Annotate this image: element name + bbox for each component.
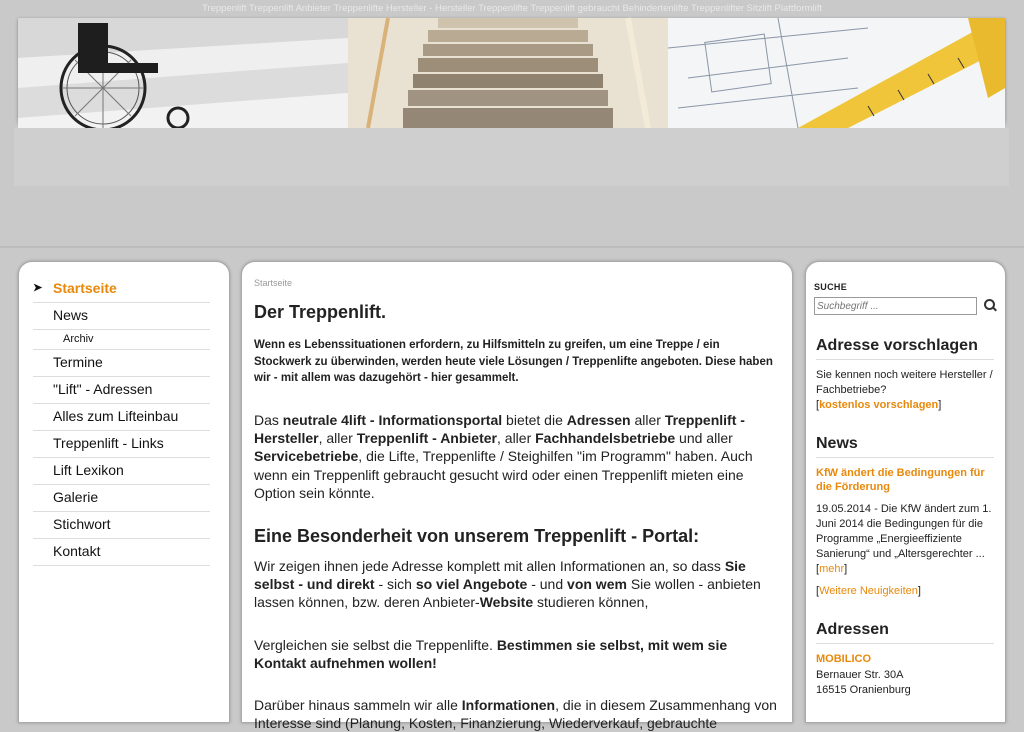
text-segment: Treppenlift - Hersteller [254, 412, 745, 447]
address-street: Bernauer Str. 30A [816, 669, 904, 682]
text-segment: bietet die [502, 412, 567, 429]
text-segment: Informationen [461, 696, 556, 713]
text-segment: Adressen [566, 412, 631, 429]
news-item-text: 19.05.2014 - Die KfW ändert zum 1. Juni 2014 die Bedingungen für die Programme „Energieeffiziente Sanierung“ und „Altersgerechter ... [mehr] [816, 503, 992, 575]
nav-label: Galerie [53, 489, 99, 505]
nav-link[interactable] [33, 276, 210, 302]
nav-label: News [53, 307, 89, 323]
nav-link[interactable] [33, 350, 210, 376]
header-keywords: Treppenlift Treppenlift Anbieter Treppenlifte Hersteller - Hersteller Treppenlifte Treppenlift gebraucht Behindertenlifte Treppenlifter Sitzlift Plattformlift [201, 3, 823, 14]
nav-label: "Lift" - Adressen [53, 381, 153, 397]
news-item-title[interactable]: KfW ändert die Bedingungen für die Förderung [816, 466, 985, 493]
text-segment: , die Lifte, Treppenlifte / Steighilfen "im Programm" haben. Auch wenn ein Treppenlift gebraucht gesucht wird oder einen Treppenlift mieten eine Option sein könnte. [254, 448, 753, 501]
search-icon[interactable] [982, 298, 998, 314]
intro-paragraph [254, 411, 780, 502]
nav-item[interactable] [33, 539, 210, 566]
suggest-description: Sie kennen noch weitere Hersteller / Fachbetriebe? [816, 369, 993, 396]
nav-link[interactable] [33, 431, 210, 457]
suggest-link[interactable]: kostenlos vorschlagen [819, 398, 939, 411]
news-more-link[interactable]: mehr [819, 562, 845, 575]
text-segment: Bestimmen sie selbst, mit wem sie Kontakt aufnehmen wollen! [254, 636, 728, 671]
text-segment: - sich [374, 576, 416, 593]
text-segment: Wir zeigen ihnen jede Adresse komplett mit allen Informationen an, so dass [254, 557, 725, 574]
news-heading: News [816, 435, 994, 458]
nav-item[interactable] [33, 377, 210, 404]
sidebar-navigation [18, 261, 230, 723]
feature-paragraph [254, 557, 780, 612]
nav-label: Lift Lexikon [53, 462, 124, 478]
nav-link[interactable] [33, 458, 210, 484]
text-segment: , aller [318, 430, 357, 447]
suggest-text: Sie kennen noch weitere Hersteller / Fachbetriebe? [kostenlos vorschlagen] [816, 369, 993, 411]
text-segment: - und [527, 576, 568, 593]
breadcrumb[interactable]: Startseite [254, 278, 293, 288]
search-form [806, 292, 1005, 315]
news-all-link[interactable]: Weitere Neuigkeiten [819, 585, 918, 598]
main-content [241, 261, 793, 732]
text-segment: Vergleichen sie selbst die Treppenlifte. [254, 636, 497, 653]
search-input[interactable] [814, 297, 977, 315]
nav-link[interactable] [33, 377, 210, 403]
address-block [816, 668, 995, 698]
nav-item[interactable] [33, 303, 210, 330]
nav-label: Stichwort [53, 516, 111, 532]
address-city: 16515 Oranienburg [816, 684, 911, 697]
text-segment: aller [630, 412, 665, 429]
nav-label: Kontakt [53, 543, 101, 559]
nav-link[interactable] [33, 512, 210, 538]
news-all: [Weitere Neuigkeiten] [816, 585, 921, 598]
nav-item[interactable] [33, 350, 210, 377]
nav-label: Startseite [53, 280, 117, 296]
text-segment: Sie selbst - und direkt [254, 557, 746, 593]
nav-label: Archiv [63, 333, 94, 345]
compare-paragraph [254, 636, 780, 672]
text-segment: Darüber hinaus sammeln wir alle [254, 696, 462, 713]
text-segment: , die in diesem Zusammenhang von Interesse sind (Planung, Kosten, Finanzierung, Wiederverkauf, gebrauchte [254, 696, 777, 732]
nav-label: Alles zum Lifteinbau [53, 408, 179, 424]
nav-item[interactable] [33, 458, 210, 485]
text-segment: Das [254, 412, 283, 429]
nav-item[interactable] [33, 512, 210, 539]
nav-label: Termine [53, 354, 103, 370]
arrow-right-icon: ➤ [33, 282, 43, 294]
text-segment: Servicebetriebe [254, 448, 359, 465]
nav-item[interactable] [33, 404, 210, 431]
nav-link[interactable] [33, 330, 210, 349]
nav-link[interactable] [33, 303, 210, 329]
header-spacer [14, 128, 1009, 186]
section-title: Eine Besonderheit von unserem Treppenlift - Portal: [254, 525, 700, 546]
stairs-image [348, 18, 668, 128]
nav-menu [19, 262, 229, 566]
text-segment: , aller [497, 430, 536, 447]
info-paragraph [254, 696, 780, 732]
page-title: Der Treppenlift. [254, 302, 387, 322]
text-segment: von wem [567, 576, 627, 593]
nav-item[interactable] [33, 276, 210, 303]
nav-link[interactable] [33, 539, 210, 565]
nav-link[interactable] [33, 404, 210, 430]
address-name[interactable]: MOBILICO [816, 653, 871, 666]
blueprint-ruler-image [668, 18, 1005, 128]
header-banner [18, 18, 1005, 128]
nav-item[interactable] [33, 431, 210, 458]
right-sidebar [805, 261, 1006, 723]
wheelchair-stairs-image [18, 18, 348, 128]
nav-item[interactable] [33, 485, 210, 512]
text-segment: Treppenlift - Anbieter [356, 430, 497, 447]
search-label: SUCHE [814, 282, 848, 292]
text-segment: Website [479, 594, 534, 611]
text-segment: Sie wollen - anbieten lassen können, bzw. deren Anbieter- [254, 576, 761, 611]
divider [0, 246, 1024, 248]
nav-item[interactable] [33, 330, 210, 350]
suggest-heading: Adresse vorschlagen [816, 337, 994, 360]
nav-link[interactable] [33, 485, 210, 511]
text-segment: neutrale 4lift - Informationsportal [282, 412, 503, 429]
news-item-excerpt: 19.05.2014 - Die KfW ändert zum 1. Juni 2014 die Bedingungen für die Programme „Energieeffiziente Sanierung“ und „Altersgerechter ... [816, 503, 992, 560]
text-segment: so viel Angebote [415, 576, 528, 593]
addresses-heading: Adressen [816, 621, 994, 644]
text-segment: und aller [675, 430, 733, 447]
nav-label: Treppenlift - Links [53, 435, 164, 451]
text-segment: Fachhandelsbetriebe [535, 430, 676, 447]
intro-text: Wenn es Lebenssituationen erfordern, zu Hilfsmitteln zu greifen, um eine Treppe / ein Stockwerk zu überwinden, werden heute viele Lösungen / Treppenlifte angeboten. Diese haben wir - mit allem was dazugehört - hier gesammelt. [254, 339, 773, 385]
text-segment: studieren können, [533, 594, 649, 611]
